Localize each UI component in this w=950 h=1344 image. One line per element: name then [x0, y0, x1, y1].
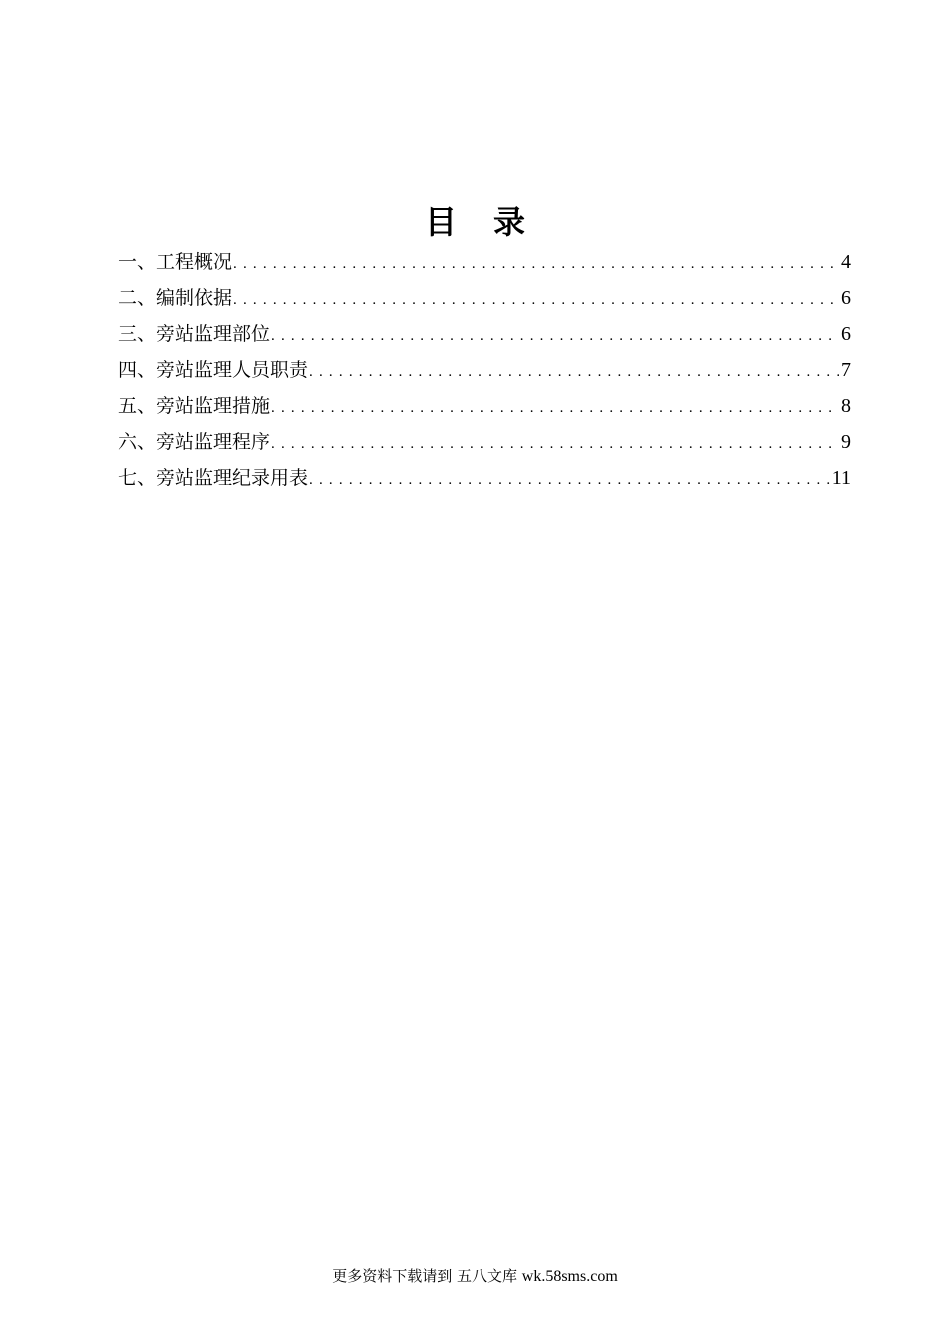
toc-dot-leader [309, 462, 830, 496]
toc-entry[interactable] [118, 424, 851, 460]
toc-entry-label: 六、旁站监理程序 [118, 431, 271, 453]
toc-entry-label: 三、旁站监理部位 [118, 323, 271, 345]
footer-link[interactable]: wk.58sms.com [521, 1268, 618, 1285]
toc-entry[interactable] [118, 280, 851, 316]
toc-dot-leader [271, 390, 839, 424]
footer-text: 更多资料下载请到 五八文库 [332, 1267, 522, 1285]
toc-entry-page: 6 [841, 323, 851, 345]
toc-entry-page: 9 [841, 431, 851, 453]
toc-title-char-1: 目 [424, 203, 457, 241]
toc-dot-leader [271, 426, 839, 460]
toc-entry-label: 五、旁站监理措施 [118, 395, 271, 417]
toc-entry[interactable] [118, 352, 851, 388]
toc-title-char-2: 录 [493, 203, 526, 241]
toc-entry[interactable] [118, 388, 851, 424]
toc-entry[interactable] [118, 316, 851, 352]
toc-dot-leader [233, 246, 839, 280]
toc-entry-page: 11 [831, 467, 851, 489]
toc-entry-page: 7 [841, 359, 851, 381]
toc-entry[interactable] [118, 244, 851, 280]
toc-entry-page: 6 [841, 287, 851, 309]
toc-dot-leader [233, 282, 839, 316]
toc-entry-label: 一、工程概况 [118, 251, 233, 273]
toc-list [118, 244, 851, 496]
toc-entry-page: 4 [841, 251, 851, 273]
toc-dot-leader [309, 354, 839, 388]
toc-title [0, 200, 950, 244]
toc-dot-leader [271, 318, 839, 352]
toc-entry-label: 二、编制依据 [118, 287, 233, 309]
page-footer [0, 1264, 950, 1289]
toc-entry[interactable] [118, 460, 851, 496]
toc-entry-page: 8 [841, 395, 851, 417]
toc-entry-label: 四、旁站监理人员职责 [118, 359, 309, 381]
toc-entry-label: 七、旁站监理纪录用表 [118, 467, 309, 489]
